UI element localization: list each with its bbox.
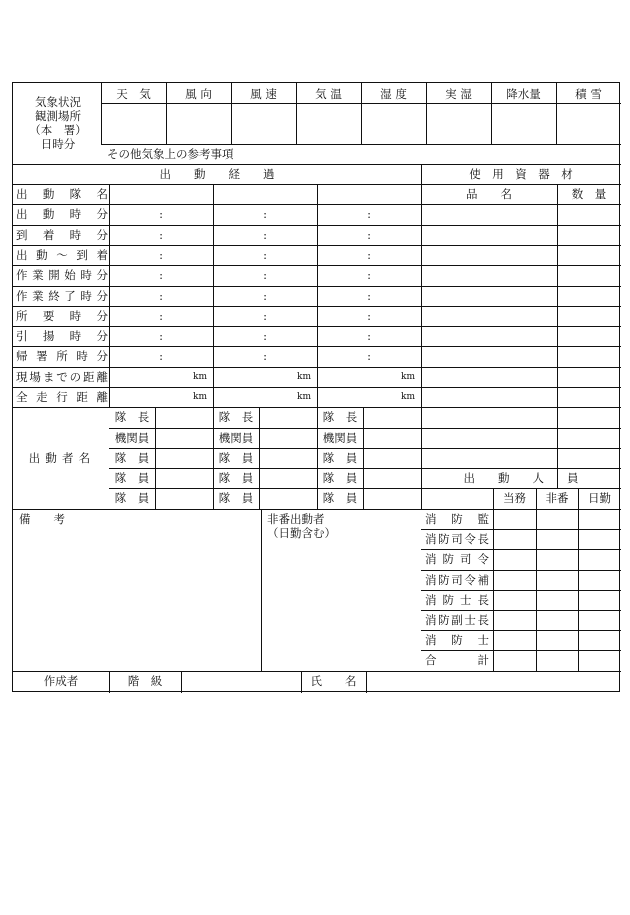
dispatch-value-field[interactable] [318, 185, 420, 203]
time-separator: : [159, 268, 163, 282]
crew-role-label: 隊 員 [218, 451, 254, 465]
weather-header: 風 向 [185, 87, 212, 101]
crew-role-label: 隊 員 [114, 491, 150, 505]
crew-name-field[interactable] [364, 449, 420, 467]
weather-station-label-line: 日時分 [40, 137, 76, 151]
weather-station-label-line: 観測場所 [35, 109, 81, 123]
personnel-column-header: 当務 [503, 491, 526, 505]
crew-name-field[interactable] [260, 489, 316, 507]
dispatch-value-field[interactable] [214, 388, 316, 406]
dispatch-value-field[interactable] [318, 327, 420, 345]
personnel-count-field[interactable] [494, 550, 535, 568]
time-separator: : [159, 228, 163, 242]
crew-role-label: 隊 員 [114, 471, 150, 485]
dispatch-row-label: 現 場 ま で の 距 離 [16, 370, 108, 384]
dispatch-value-field[interactable] [214, 246, 316, 264]
personnel-count-field[interactable] [579, 651, 620, 669]
personnel-count-field[interactable] [579, 510, 620, 528]
offduty-label: 非番出動者 [267, 512, 325, 526]
crew-name-field[interactable] [364, 408, 420, 426]
weather-header: 湿 度 [380, 87, 407, 101]
dispatch-value-field[interactable] [214, 205, 316, 223]
time-separator: : [263, 329, 267, 343]
dispatch-row-label: 全 走 行 距 離 [16, 390, 108, 404]
crew-name-field[interactable] [260, 449, 316, 467]
rank-label: 消 防 士 [425, 633, 489, 647]
dispatch-value-field[interactable] [110, 205, 212, 223]
crew-role-label: 隊 員 [218, 491, 254, 505]
time-separator: : [367, 207, 371, 221]
weather-value-field[interactable] [102, 104, 165, 143]
dispatch-value-field[interactable] [318, 388, 420, 406]
personnel-count-field[interactable] [494, 631, 535, 649]
time-separator: : [263, 207, 267, 221]
weather-value-field[interactable] [557, 104, 620, 143]
crew-role-label: 隊 長 [114, 410, 150, 424]
offduty-sub-label: （日勤含む） [267, 526, 336, 540]
dispatch-value-field[interactable] [318, 368, 420, 386]
weather-header: 降水量 [506, 87, 541, 101]
km-unit: km [193, 372, 207, 382]
personnel-count-field[interactable] [537, 631, 577, 649]
dispatch-value-field[interactable] [318, 226, 420, 244]
time-separator: : [159, 329, 163, 343]
crew-name-field[interactable] [364, 489, 420, 507]
time-separator: : [263, 349, 267, 363]
dispatch-value-field[interactable] [214, 307, 316, 325]
crew-name-field[interactable] [260, 429, 316, 447]
weather-station-label-line: 気象状況 [35, 95, 81, 109]
personnel-count-field[interactable] [494, 571, 535, 589]
weather-header: 気 温 [315, 87, 342, 101]
remarks-field[interactable] [15, 529, 259, 669]
personnel-count-field[interactable] [537, 571, 577, 589]
km-unit: km [193, 392, 207, 402]
dispatch-value-field[interactable] [110, 347, 212, 365]
grid-line-h [13, 164, 621, 165]
personnel-count-field[interactable] [579, 571, 620, 589]
equipment-name-header: 品 名 [466, 187, 512, 201]
crew-name-field[interactable] [364, 429, 420, 447]
km-unit: km [297, 372, 311, 382]
personnel-count-field[interactable] [494, 530, 535, 548]
crew-name-field[interactable] [156, 429, 212, 447]
personnel-count-field[interactable] [579, 530, 620, 548]
dispatch-value-field[interactable] [214, 226, 316, 244]
dispatch-value-field[interactable] [110, 327, 212, 345]
crew-role-label: 機関員 [322, 431, 358, 445]
km-unit: km [297, 392, 311, 402]
other-weather-notes-field[interactable] [301, 146, 619, 163]
dispatch-value-field[interactable] [318, 266, 420, 284]
dispatch-section-title: 出 動 経 過 [159, 167, 275, 181]
dispatch-value-field[interactable] [318, 205, 420, 223]
rank-input[interactable] [182, 672, 300, 692]
dispatch-row-label: 帰 署 所 時 分 [16, 349, 108, 363]
weather-value-field[interactable] [427, 104, 490, 143]
dispatch-row-label: 出 動 ～ 到 着 [16, 248, 108, 262]
km-unit: km [401, 392, 415, 402]
time-separator: : [263, 228, 267, 242]
time-separator: : [159, 248, 163, 262]
dispatch-value-field[interactable] [318, 307, 420, 325]
dispatch-value-field[interactable] [110, 368, 212, 386]
author-label: 作成者 [43, 674, 79, 688]
crew-name-field[interactable] [364, 469, 420, 487]
crew-name-field[interactable] [156, 489, 212, 507]
dispatch-value-field[interactable] [214, 266, 316, 284]
time-separator: : [367, 349, 371, 363]
name-label: 氏 名 [310, 674, 357, 688]
rank-label: 消 防 士 長 [425, 593, 489, 607]
crew-name-field[interactable] [260, 469, 316, 487]
weather-header: 風 速 [250, 87, 277, 101]
weather-value-field[interactable] [167, 104, 230, 143]
personnel-count-field[interactable] [579, 591, 620, 609]
rank-label: 消 防 司 令 長 [425, 532, 489, 546]
personnel-count-field[interactable] [537, 611, 577, 629]
personnel-count-field[interactable] [579, 631, 620, 649]
dispatch-value-field[interactable] [318, 287, 420, 305]
grid-line-h [421, 488, 621, 489]
dispatch-value-field[interactable] [110, 185, 212, 203]
personnel-count-field[interactable] [579, 550, 620, 568]
crew-role-label: 隊 員 [114, 451, 150, 465]
dispatch-value-field[interactable] [110, 388, 212, 406]
time-separator: : [367, 309, 371, 323]
rank-label: 合 計 [425, 653, 489, 667]
personnel-count-field[interactable] [494, 510, 535, 528]
weather-station-label-line: （本 署） [29, 123, 87, 137]
dispatch-value-field[interactable] [110, 266, 212, 284]
time-separator: : [367, 248, 371, 262]
other-weather-notes-label: その他気象上の参考事項 [107, 147, 234, 161]
dispatch-value-field[interactable] [214, 185, 316, 203]
crew-role-label: 隊 長 [218, 410, 254, 424]
personnel-count-field[interactable] [537, 651, 577, 669]
time-separator: : [263, 289, 267, 303]
time-separator: : [367, 268, 371, 282]
crew-name-field[interactable] [156, 469, 212, 487]
dispatch-value-field[interactable] [110, 246, 212, 264]
time-separator: : [367, 329, 371, 343]
time-separator: : [263, 268, 267, 282]
crew-label: 出動者名 [28, 451, 96, 465]
rank-label: 消 防 監 [425, 512, 489, 526]
personnel-section-title: 出 動 人 員 [463, 471, 579, 485]
km-unit: km [401, 372, 415, 382]
time-separator: : [159, 207, 163, 221]
weather-value-field[interactable] [232, 104, 295, 143]
dispatch-row-label: 作 業 開 始 時 分 [16, 268, 108, 282]
weather-value-field[interactable] [297, 104, 360, 143]
personnel-count-field[interactable] [537, 530, 577, 548]
rank-label: 消 防 司 令 [425, 552, 489, 566]
personnel-count-field[interactable] [494, 591, 535, 609]
personnel-count-field[interactable] [494, 651, 535, 669]
rank-label: 消 防 副 士 長 [425, 613, 489, 627]
personnel-count-field[interactable] [537, 591, 577, 609]
equipment-section-title: 使 用 資 器 材 [469, 167, 573, 181]
personnel-count-field[interactable] [494, 611, 535, 629]
crew-role-label: 隊 員 [322, 491, 358, 505]
personnel-column-header: 日勤 [588, 491, 611, 505]
dispatch-row-label: 所 要 時 分 [16, 309, 108, 323]
personnel-count-field[interactable] [537, 510, 577, 528]
dispatch-row-label: 出 動 隊 名 [16, 187, 108, 201]
crew-role-label: 隊 長 [322, 410, 358, 424]
personnel-column-header: 非番 [545, 491, 569, 505]
grid-line-h [101, 144, 621, 145]
crew-name-field[interactable] [156, 449, 212, 467]
crew-role-label: 隊 員 [218, 471, 254, 485]
rank-field-label: 階 級 [127, 674, 163, 688]
crew-name-field[interactable] [260, 408, 316, 426]
personnel-count-field[interactable] [579, 611, 620, 629]
grid-line-v [261, 509, 262, 671]
dispatch-value-field[interactable] [214, 368, 316, 386]
crew-role-label: 機関員 [218, 431, 254, 445]
equipment-qty-header: 数 量 [571, 187, 607, 201]
dispatch-value-field[interactable] [318, 246, 420, 264]
time-separator: : [159, 289, 163, 303]
time-separator: : [159, 309, 163, 323]
incident-report-form [12, 82, 620, 692]
time-separator: : [263, 309, 267, 323]
weather-value-field[interactable] [492, 104, 555, 143]
weather-value-field[interactable] [362, 104, 425, 143]
weather-header: 天 気 [116, 87, 151, 101]
dispatch-value-field[interactable] [110, 307, 212, 325]
crew-role-label: 隊 員 [322, 451, 358, 465]
time-separator: : [263, 248, 267, 262]
weather-header: 実 湿 [445, 87, 472, 101]
dispatch-value-field[interactable] [214, 287, 316, 305]
dispatch-value-field[interactable] [214, 327, 316, 345]
remarks-label: 備 考 [19, 512, 65, 526]
dispatch-row-label: 作 業 終 了 時 分 [16, 289, 108, 303]
dispatch-value-field[interactable] [214, 347, 316, 365]
dispatch-value-field[interactable] [110, 287, 212, 305]
dispatch-row-label: 出 動 時 分 [16, 207, 108, 221]
grid-line-v [421, 164, 422, 509]
dispatch-value-field[interactable] [318, 347, 420, 365]
time-separator: : [367, 289, 371, 303]
time-separator: : [367, 228, 371, 242]
offduty-field[interactable] [263, 543, 419, 669]
weather-header: 積 雪 [575, 87, 602, 101]
crew-role-label: 機関員 [114, 431, 150, 445]
dispatch-row-label: 到 着 時 分 [16, 228, 108, 242]
grid-line-v [557, 184, 558, 488]
rank-label: 消 防 司 令 補 [425, 573, 489, 587]
personnel-count-field[interactable] [537, 550, 577, 568]
crew-role-label: 隊 員 [322, 471, 358, 485]
time-separator: : [159, 349, 163, 363]
name-input[interactable] [367, 672, 619, 692]
crew-name-field[interactable] [156, 408, 212, 426]
dispatch-row-label: 引 揚 時 分 [16, 329, 108, 343]
dispatch-value-field[interactable] [110, 226, 212, 244]
